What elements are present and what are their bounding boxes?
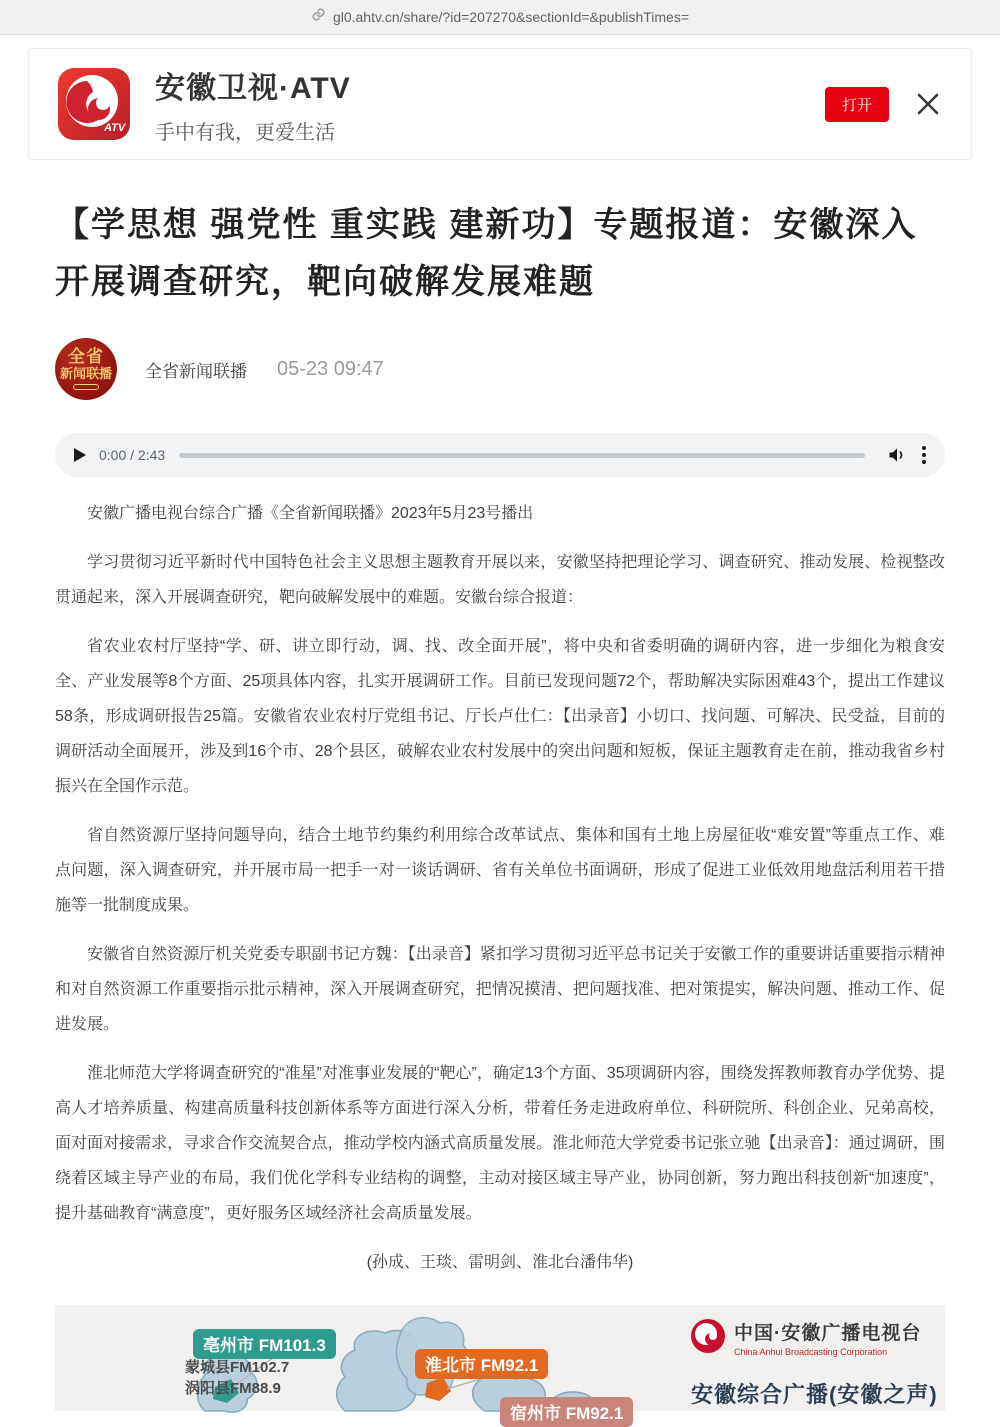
footer-frequency-map (55, 1305, 945, 1423)
broadcaster-logo-block (690, 1318, 921, 1359)
fm-badge-suzhou: 宿州市 FM92.1 (500, 1397, 633, 1427)
app-title: 安徽卫视·ATV (155, 72, 351, 105)
author-avatar[interactable] (55, 338, 117, 400)
paragraph: 淮北师范大学将调查研究的“准星”对准事业发展的“靶心”，确定13个方面、35项调研内容，围绕发挥教师教育办学优势、提高人才培养质量、构建高质量科技创新体系等方面进行深入分析，带着任务走进政府单位、科研院所、科创企业、兄弟高校，面对面对接需求，寻求合作交流契合点，推动学校内涵式高质量发展。淮北师范大学党委书记张立驰【出录音】：通过调研，围绕着区域主导产业的布局，我们优化学科专业结构的调整，主动对接区域主导产业，协同创新，努力跑出科技创新“加速度”，提升基础教育“满意度”，更好服务区域经济社会高质量发展。 (55, 1065, 945, 1222)
app-slogan: 手中有我，更爱生活 (155, 122, 335, 144)
audio-progress-bar[interactable] (179, 453, 865, 458)
close-banner-icon[interactable] (913, 89, 943, 119)
volume-icon[interactable] (887, 445, 907, 465)
open-app-button[interactable]: 打开 (825, 87, 889, 122)
author-row (55, 338, 945, 400)
article-title: 【学思想 强党性 重实践 建新功】专题报道：安徽深入开展调查研究，靶向破解发展难题 (55, 206, 918, 301)
broadcaster-name-cn: 中国·安徽广播电视台 (734, 1323, 922, 1344)
avatar-text-line2: 新闻联播 (59, 365, 112, 381)
byline: (孙成、王琰、雷明剑、淮北台潘伟华) (366, 1254, 634, 1271)
paragraph: 安徽省自然资源厅机关党委专职副书记方魏：【出录音】紧扣学习贯彻习近平总书记关于安徽工作的重要讲话重要指示精神和对自然资源工作重要指示批示精神，深入开展调查研究，把情况摸清、把问题找准、把对策提实，解决问题、推动工作、促进发展。 (55, 946, 945, 1033)
avatar-gold-bar (73, 384, 99, 390)
audio-menu-icon[interactable] (921, 445, 927, 465)
fm-sub-mengcheng: 蒙城县FM102.7 (185, 1359, 290, 1376)
link-icon (311, 7, 326, 27)
broadcaster-name-en: China Anhui Broadcasting Corporation (734, 1347, 888, 1357)
logo-atv-text: ATV (104, 122, 126, 134)
atv-app-logo-icon (57, 67, 131, 141)
audio-time: 0:00 / 2:43 (99, 447, 166, 463)
publish-date: 05-23 09:47 (277, 357, 384, 380)
paragraph: 学习贯彻习近平新时代中国特色社会主义思想主题教育开展以来，安徽坚持把理论学习、调查研究、推动发展、检视整改贯通起来，深入开展调查研究，靶向破解发展中的难题。安徽台综合报道： (55, 554, 945, 606)
channel-name: 安徽综合广播(安徽之声) (691, 1382, 938, 1407)
fm-badge-huaibei: 淮北市 FM92.1 (415, 1349, 548, 1379)
fm-sub-frequencies (185, 1357, 289, 1399)
paragraph: 省自然资源厅坚持问题导向，结合土地节约集约利用综合改革试点、集体和国有土地上房屋征收“难安置”等重点工作、难点问题，深入调查研究，并开展市局一把手一对一谈话调研、省有关单位书面调研，形成了促进工业低效用地盘活利用若干措施等一批制度成果。 (55, 827, 945, 914)
app-banner (28, 48, 972, 160)
author-name[interactable]: 全省新闻联播 (145, 361, 247, 381)
paragraph: 省农业农村厅坚持“学、研、讲立即行动，调、找、改全面开展”，将中央和省委明确的调研内容，进一步细化为粮食安全、产业发展等8个方面、25项具体内容，扎实开展调研工作。目前已发现问题72个，帮助解决实际困难43个，提出工作建议58条，形成调研报告25篇。安徽省农业农村厅党组书记、厅长卢仕仁：【出录音】小切口、找问题、可解决、民受益，目前的调研活动全面展开，涉及到16个市、28个县区，破解农业农村发展中的突出问题和短板，保证主题教育走在前，推动我省乡村振兴在全国作示范。 (55, 638, 945, 795)
play-button-icon[interactable] (73, 447, 87, 463)
browser-url-bar[interactable] (0, 0, 1000, 35)
audio-player[interactable] (55, 433, 945, 477)
article-body (0, 197, 1000, 1280)
page-url[interactable]: gl0.ahtv.cn/share/?id=207270&sectionId=&publishTimes= (332, 9, 690, 25)
avatar-text-line1: 全省 (68, 347, 104, 366)
fm-badge-bozhou: 亳州市 FM101.3 (193, 1329, 336, 1359)
fm-sub-guoyang: 涡阳县FM88.9 (185, 1380, 281, 1397)
broadcaster-logo-icon (690, 1318, 726, 1359)
paragraph: 安徽广播电视台综合广播《全省新闻联播》2023年5月23号播出 (87, 505, 534, 522)
